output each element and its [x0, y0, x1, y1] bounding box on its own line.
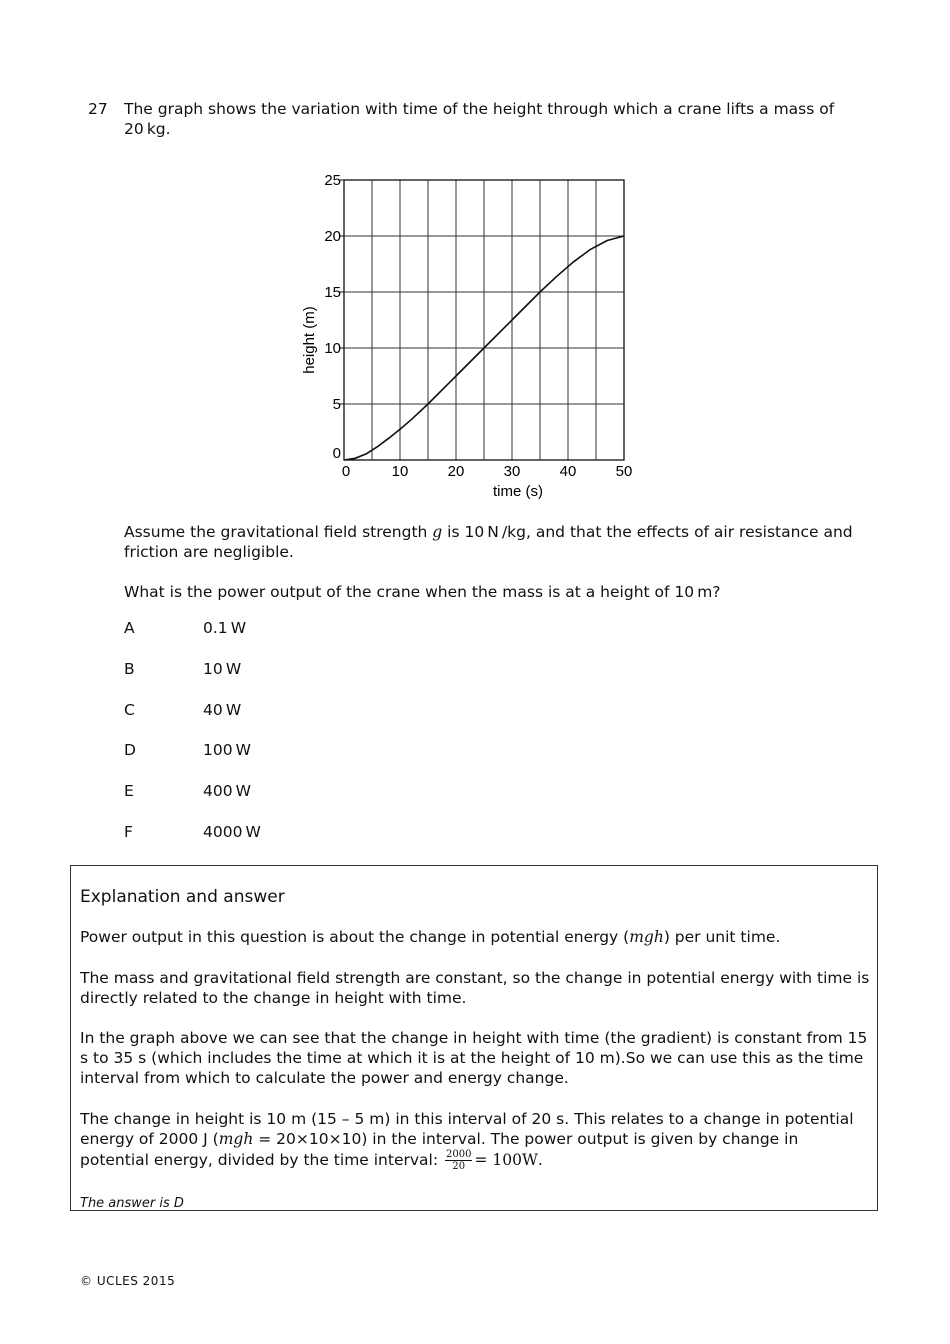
- y-tick-labels: [324, 172, 341, 462]
- p1-before: Power output in this question is about the change in potential energy (: [80, 928, 630, 946]
- p4-end: .: [537, 1151, 543, 1169]
- y-tick-label: 5: [332, 396, 341, 413]
- x-tick-label: 50: [615, 463, 633, 480]
- y-axis-label: height (m): [301, 306, 318, 374]
- symbol-mgh: mgh: [629, 928, 664, 946]
- option-e-letter: E: [124, 782, 134, 800]
- assumption-after: is 10 N /kg, and that the effects of air resistance and friction are negligible.: [124, 523, 853, 561]
- option-c-letter: C: [124, 701, 135, 719]
- explanation-box: [70, 865, 878, 1211]
- answer-text: The answer is D: [80, 1196, 184, 1211]
- p1-after: ) per unit time.: [663, 928, 781, 946]
- y-tick-label: 0: [332, 445, 341, 462]
- fraction-denominator: 20: [452, 1161, 466, 1172]
- option-a-letter: A: [124, 619, 135, 637]
- option-f-value: 4000 W: [203, 823, 261, 841]
- y-tick-label: 25: [324, 172, 341, 189]
- p4-part-b: = 20×10×10) in the interval. The power output is given by change in potential energy, divided by the time interval:: [80, 1130, 799, 1169]
- question-prompt: What is the power output of the crane when the mass is at a height of 10 m?: [124, 583, 721, 601]
- assumption-before: Assume the gravitational field strength: [124, 523, 433, 541]
- option-c-value: 40 W: [203, 701, 242, 719]
- question-text: The graph shows the variation with time of the height through which a crane lifts a mass of 20 kg.: [124, 100, 835, 138]
- question-number: 27: [88, 100, 108, 118]
- explanation-paragraph-3: In the graph above we can see that the change in height with time (the gradient) is constant from 15 s to 35 s (which includes the time at which it is at the height of 10 m).So we can use this as the time interval from which to calculate the power and energy change.: [80, 1029, 868, 1087]
- graph-axes: [340, 180, 624, 460]
- symbol-g: g: [432, 523, 443, 541]
- option-e-value: 400 W: [203, 782, 252, 800]
- height-time-graph: [290, 168, 640, 508]
- option-a-value: 0.1 W: [203, 619, 247, 637]
- x-tick-label: 10: [391, 463, 409, 480]
- y-tick-label: 15: [324, 284, 341, 301]
- y-tick-label: 20: [324, 228, 341, 245]
- symbol-mgh-2: mgh: [218, 1130, 254, 1148]
- fraction-numerator: 2000: [446, 1149, 472, 1160]
- explanation-paragraph-4: [80, 1109, 870, 1172]
- option-b-value: 10 W: [203, 660, 242, 678]
- option-f-letter: F: [124, 823, 133, 841]
- x-tick-label: 0: [341, 463, 351, 480]
- x-tick-label: 20: [447, 463, 465, 480]
- option-d-letter: D: [124, 741, 136, 759]
- x-tick-label: 40: [559, 463, 577, 480]
- p4-part-a: The change in height is 10 m (15 – 5 m) in this interval of 20 s. This relates to a change in potential energy of 2000 J (: [80, 1110, 854, 1148]
- power-result: = 100W: [474, 1151, 538, 1169]
- assumption-text: [124, 522, 864, 562]
- x-axis-label: time (s): [493, 483, 543, 500]
- option-b-letter: B: [124, 660, 135, 678]
- y-tick-label: 10: [324, 340, 341, 357]
- x-tick-label: 30: [503, 463, 521, 480]
- explanation-paragraph-2: The mass and gravitational field strength are constant, so the change in potential energy with time is directly related to the change in height with time.: [80, 969, 870, 1007]
- x-tick-labels: [342, 463, 633, 480]
- explanation-paragraph-1: [80, 927, 870, 947]
- copyright-footer: © UCLES 2015: [80, 1274, 176, 1288]
- explanation-heading: Explanation and answer: [80, 887, 285, 907]
- option-d-value: 100 W: [203, 741, 252, 759]
- graph-grid: [344, 180, 624, 460]
- power-fraction: [445, 1149, 472, 1172]
